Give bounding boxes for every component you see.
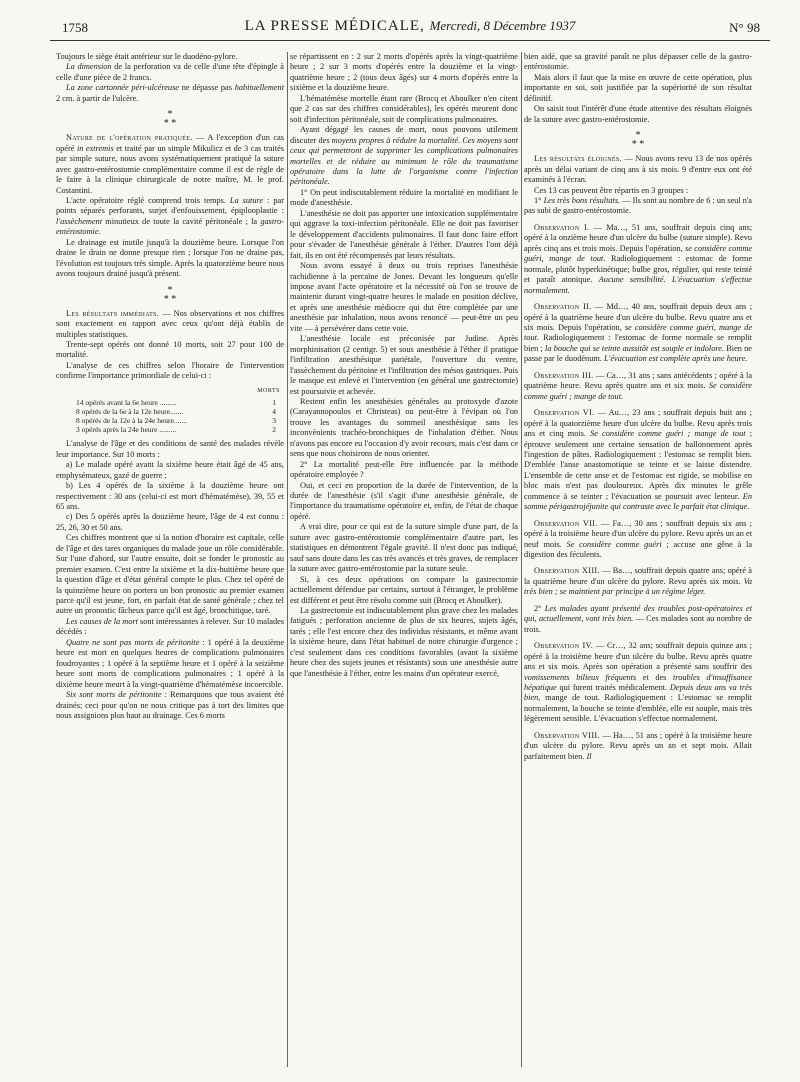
observation: Observation IV. — Cr…, 32 ans; souffrait depuis quinze ans ; opéré à la troisième heure d'un ulcère du bulbe. Revu après quatre ans et six mois. Après son opération a présenté sans souffrir des vomissements bilieux fréquents et des troubles d'insuffisance hépatique qui furent traités médicalement. Depuis deux ans va très bien, mange de tout. Radiologiquement : L'estomac se remplit normalement, la bouche se teinte d'emblée, elle est souple, mais très légèrement sensible. L'évacuation s'effectue normalement. (524, 641, 752, 724)
paragraph: L'hématémèse mortelle étant rare (Brocq et Aboulker n'en citent que 2 cas sur des chiffres considérables), les opérés meurent donc soit d'infection péritonéale, soit de complications pulmonaires. (290, 93, 518, 124)
paragraph: L'analyse de l'âge et des conditions de santé des malades révèle leur importance. Sur 10 morts : (56, 439, 284, 459)
paragraph: Six sont morts de péritonite : Remarquons que tous avaient été drainés; ceci pour qu'on ne nous critique pas à tort des limites que nous assignions plus haut au drainage. Ces 6 morts (56, 690, 285, 721)
paragraph: 2° Les malades ayant présenté des troubles post-opératoires et qui, actuellement, vont très bien. — Ces malades sont au nombre de trois. (524, 603, 752, 634)
paragraph: Les résultats éloignés. — Nous avons revu 13 de nos opérés après un délai variant de cinq ans à six mois. 9 d'entre eux ont été examinés à l'écran. (524, 154, 752, 185)
column-left (56, 52, 284, 721)
section-separator: * * * (631, 130, 645, 151)
paragraph: Nature de l'opération pratiquée. — A l'exception d'un cas opéré in extremis et traité par un simple Mikulicz et de 3 cas traités par simple suture, nous avons systématiquement pratiqué la suture avec gastro-entérostomie complémentaire comme il est de règle de le faire à la clinique chirurgicale de notre maître, M. le prof. Costantini. (56, 133, 285, 195)
paragraph: se répartissent en : 2 sur 2 morts d'opérés après la vingt-quatrième heure ; 2 sur 3 morts d'opérés entre la douzième et la vingt-quatrième heure ; 2 (tous deux âgés) sur 4 morts d'opérés entre la sixième et la douzième heure. (290, 52, 518, 93)
page-header (50, 18, 770, 41)
paragraph: On saisit tout l'intérêt d'une étude attentive des résultats éloignés de la suture avec gastro-entérostomie. (524, 104, 752, 124)
observation: Observation III. — Ca…, 31 ans ; sans antécédents ; opéré à la quatrième heure. Revu après quatre ans et six mois. Se considère comme guéri ; mange de tout. (524, 370, 753, 401)
table-row: 3 opérés après la 24e heure ......... 2 (76, 425, 276, 435)
section-separator: * * * (163, 109, 177, 130)
paragraph: b) Les 4 opérés de la sixième à la douzième heure ont respectivement : 30 ans (celui-ci est mort d'hématémèse), 39, 55 et 65 ans. (56, 481, 284, 511)
paragraph: Les résultats immédiats. — Nos observations et nos chiffres sont exactement en rapport avec ceux qu'ont déjà établis de multiples statistiques. (56, 308, 285, 339)
paragraph: bien aidé, que sa gravité paraît ne plus dépasser celle de la gastro-entérostomie. (524, 52, 752, 72)
paragraph: La zone cartonnée péri-ulcéreuse ne dépasse pas habituellement 2 cm. à partir de l'ulcère. (56, 83, 284, 103)
issue-date: Mercredi, 8 Décembre 1937 (429, 18, 576, 33)
mortality-table-header: MORTS (257, 387, 280, 394)
paragraph: Nous avons essayé à deux ou trois reprises l'anesthésie rachidienne à la percaïne de Jones. Devant les longueurs qu'elle impose avant l'acte opératoire et la nécessité où l'on se trouve de maintenir durant vingt-quatre heures le malade en position déclive, et après une anesthésie médiocre qui dut être complétée par une anesthésie par inhalation, nous avons renoncé — peut-être un peu vite — à persévérer dans cette voie. (290, 261, 518, 333)
paragraph: Ayant dégagé les causes de mort, nous pouvons utilement discuter des moyens propres à réduire la mortalité. Ces moyens sont ceux qui permettront de supprimer les complications pulmonaires mortelles et de réduire au minimum le rôle du traumatisme opératoire dans la lutte de l'organisme contre l'infection péritonéale. (290, 125, 518, 187)
paragraph: 1° On peut indiscutablement réduire la mortalité en modifiant le mode d'anesthésie. (290, 187, 518, 208)
paragraph: Si, à ces deux opérations on compare la gastrectomie actuellement défendue par certains, surtout à l'étranger, le problème est différent et peut être résolu comme suit (Brocq et Aboulker). (290, 574, 518, 605)
paragraph: L'analyse de ces chiffres selon l'horaire de l'intervention confirme l'importance primordiale de celui-ci : (56, 360, 284, 381)
observation: Observation VI. — Au…, 23 ans ; souffrait depuis huit ans ; opéré à la quatorzième heure d'un ulcère du bulbe. Revu après trois ans et cinq mois. Se considère comme guéri ; mange de tout ; éprouve seulement une certaine sensation de ballonnement après l'ingestion de pâtes. Radiologiquement : l'estomac se remplit bien. D'emblée l'anse anastomotique se teinte et se laisse distendre. L'ensemble de cette anse et de l'estomac est rigide, se mobilise en bloc mais n'est pas douloureux. Après dix minutes le grêle commence à se teinter ; l'évacuation se poursuit avec lenteur. En somme périgastrojéjunite qui contraste avec le parfait état clinique. (524, 408, 752, 512)
table-row: 14 opérés avant la 6e heure ......... 1 (76, 398, 276, 408)
journal-title (50, 18, 770, 35)
observation: Observation II. — Md…, 40 ans, souffrait depuis deux ans ; opéré à la quatrième heure d'un ulcère du bulbe. Revu quatre ans et six mois. Depuis l'opération, se considère comme guéri, mange de tout. Radiologiquement : l'estomac de forme normale se remplit bien ; la bouche qui se teinte aussitôt est souple et indolore. Bien ne passe par le duodénum. L'évacuation est complète après une heure. (524, 302, 752, 364)
paragraph: Restent enfin les anesthésies générales au protoxyde d'azote (Carayannopoulos et Christeas) ou peut-être à l'évipan où l'on trouve les avantages du sommeil anesthésique sans les inconvénients trachéo-bronchiques de l'inhalation d'éther. Nous n'avons pas encore eu l'occasion d'y avoir recours, mais c'est dans ce sens que nous choisirons de nous orienter. (290, 396, 518, 459)
paragraph: La dimension de la perforation va de celle d'une tête d'épingle à celle d'une pièce de 2 francs. (56, 62, 284, 82)
page-number: 1758 (62, 20, 88, 35)
paragraph: Quatre ne sont pas morts de péritonite : 1 opéré à la deuxième heure est mort en quelques heures de complications pulmonaires foudroyantes ; 1 opéré à la septième heure et 1 opéré à la seizième heure sont morts de complications pulmonaires ; 1 opéré à la dixième heure meurt à la vingt-quatrième d'hématémèse incoercible. (56, 637, 285, 689)
paragraph: Ces chiffres montrent que si la notion d'horaire est capitale, celle de l'âge et des tares organiques du malade joue un rôle considérable. Sur l'une d'abord, sur l'autre ensuite, doit se fonder le pronostic au premier examen. C'est entre la sixième et la dix-huitième heure que la question d'âge et d'état général compte le plus. Chez tel opéré de la quinzième heure on portera un bon pronostic au premier examen parce qu'il est jeune, fort, en parfait état de santé générale ; chez tel autre un pronostic fâcheux parce qu'il est âgé, bronchitique, taré. (56, 533, 284, 616)
table-row: 8 opérés de la 12e à la 24e heure....... 3 (76, 416, 276, 426)
column-middle (290, 52, 518, 679)
paragraph: Trente-sept opérés ont donné 10 morts, soit 27 pour 100 de mortalité. (56, 339, 284, 360)
paragraph: Ces 13 cas peuvent être répartis en 3 groupes : (534, 185, 689, 195)
mortality-table (56, 398, 284, 434)
paragraph: Mais alors il faut que la mise en œuvre de cette opération, plus importante en soi, soit justifiée par la supériorité de son résultat définitif. (524, 72, 752, 103)
paragraph: L'anesthésie locale est préconisée par Judine. Après morphinisation (2 centigr. 5) et sous anesthésie à l'éther il pratique l'infiltration anesthésique pariétale, l'ouverture du ventre, l'assèchement du péritoine et l'infiltration des mésos gastriques. Puis le masque est enlevé et l'intervention (en général une gastrectomie) est poursuivie et achevée. (290, 334, 518, 396)
section-separator: * * * (163, 284, 177, 305)
column-divider-1 (287, 52, 288, 1067)
table-row: 8 opérés de la 6e à la 12e heure....... 4 (76, 407, 276, 417)
observation: Observation VIII. — Ha…, 51 ans ; opéré à la troisième heure d'un ulcère du pylore. Revu après un an et sept mois. Allait parfaitement bien. Il (524, 730, 752, 761)
paragraph: A vrai dire, pour ce qui est de la suture simple d'une part, de la suture avec gastro-entérostomie complémentaire d'autre part, les statistiques en démontrent l'égale gravité. Il n'est donc pas indiqué, sauf sans doute dans les cas très avancés et très graves, de remplacer la suture avec gastro-entérostomie par la suture seule. (290, 522, 518, 574)
column-divider-2 (521, 52, 522, 1067)
observation: Observation VII. — Fa…, 30 ans ; souffrait depuis six ans ; opéré à la troisième heure d'un ulcère du pylore. Revu après un an et neuf mois. Se considère comme guéri ; accuse une gêne à la digestion des féculents. (524, 518, 753, 560)
paragraph: 1° Les très bons résultats. — Ils sont au nombre de 6 : un seul n'a pas subi de gastro-entérostomie. (524, 195, 752, 216)
issue-number: N° 98 (729, 20, 760, 35)
paragraph: Toujours le siège était antérieur sur le duodéno-pylore. (56, 52, 238, 61)
paragraph: 2° La mortalité peut-elle être influencée par la méthode opératoire employée ? (290, 459, 518, 480)
paragraph: La gastrectomie est indiscutablement plus grave chez les malades fatigués ; perforation ancienne de plus de six heures, sujets âgés, tarés ; elle l'est encore chez des individus résistants, et même avant la sixième heure, dans l'état habituel de notre chirurgie d'urgence ; c'est seulement dans ces conditions favorables (avant la sixième heure chez des sujets jeunes et résistants) sous une anesthésie autre que l'anesthésie à l'éther, entre les mains d'un opérateur exercé, (290, 606, 518, 678)
paragraph: Le drainage est inutile jusqu'à la douzième heure. Lorsque l'on draine le drain ne donne presque rien ; lorsque l'on ne draine pas, l'évolution est toujours très simple. Après la quatorzième heure nous avons toujours drainé jusqu'à présent. (56, 237, 284, 279)
paragraph: L'anesthésie ne doit pas apporter une intoxication supplémentaire qui aggrave la toxi-infection péritonéale. Elle ne doit pas favoriser le développement d'accidents pulmonaires. Il faut donc faire effort pour s'évader de l'anesthésie générale à l'éther. D'autres l'ont déjà fait, ils en ont été récompensés par leurs résultats. (290, 208, 518, 260)
paragraph: L'acte opératoire réglé comprend trois temps. La suture : par points séparés perforants, surjet d'enfouissement, épiplooplastie : l'assèchement minutieux de toute la cavité péritonéale ; la gastro-entérostomie. (56, 195, 284, 237)
paragraph: Oui, et ceci en proportion de la durée de l'intervention, de la durée de l'anesthésie (s'il s'agit d'une anesthésie générale, de l'importance du traumatisme opératoire et, enfin, de l'état de chaque opéré. (290, 480, 518, 521)
journal-name: LA PRESSE MÉDICALE, (244, 18, 425, 34)
paragraph: c) Des 5 opérés après la douzième heure, l'âge de 4 est connu : 25, 26, 30 et 50 ans. (56, 512, 284, 532)
paragraph: a) Le malade opéré avant la sixième heure était âgé de 45 ans, emphysémateux, gazé de guerre ; (56, 460, 284, 480)
column-right (524, 52, 752, 762)
observation: Observation XIII. — Ba…, souffrait depuis quatre ans; opéré à la quatrième heure d'un ulcère du pylore. Revu après six mois. Va très bien ; se maintient par principe à un régime léger. (524, 566, 752, 597)
paragraph: Les causes de la mort sont intéressantes à relever. Sur 10 malades décédés : (56, 616, 285, 637)
observation: Observation I. — Ma…, 51 ans, souffrait depuis cinq ans; opéré à la onzième heure d'un ulcère du bulbe (suture simple). Revu après cinq ans et trois mois. Depuis l'opération, se considère comme guéri, mange de tout. Radiologiquement : estomac de forme normale, plutôt hyperkinétique; bulbe gros, régulier, qui reste teinté et paraît atonique. Aucune sensibilité. L'évacuation s'effectue normalement. (524, 222, 752, 295)
